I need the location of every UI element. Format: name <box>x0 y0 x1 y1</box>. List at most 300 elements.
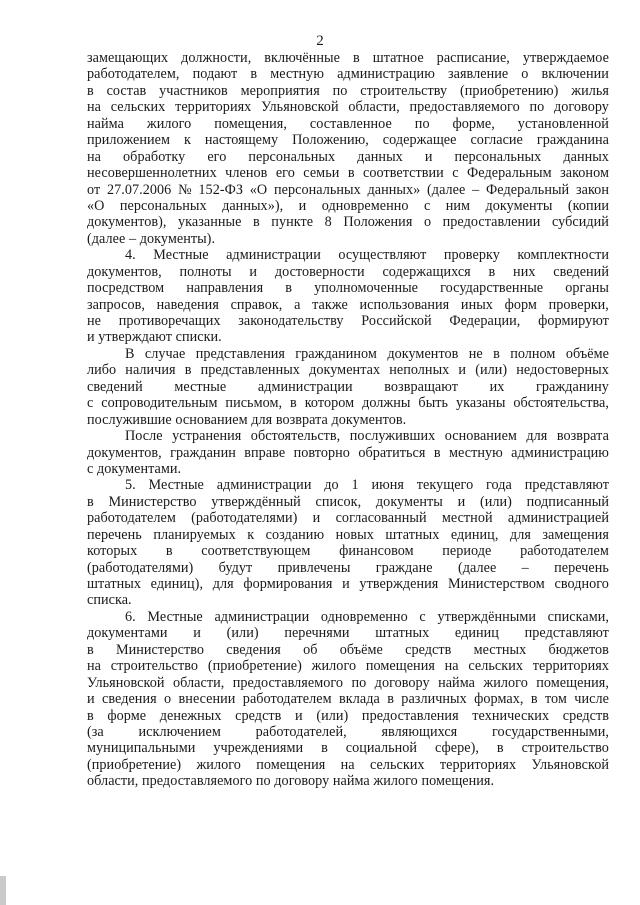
word: содержащее <box>382 132 457 149</box>
word: Федерации, <box>449 313 521 329</box>
word: предоставляемого <box>141 773 253 790</box>
word: работодателей, <box>255 723 347 740</box>
word: «О <box>87 197 105 214</box>
text-line <box>87 395 609 411</box>
word: законодательству <box>238 313 344 329</box>
word: сельских <box>110 99 166 116</box>
word: и <box>312 510 321 527</box>
word: 6. <box>125 608 136 625</box>
word: сведений <box>87 378 143 395</box>
word: (или) <box>316 707 349 724</box>
word: осуществляют <box>338 247 427 264</box>
text-line <box>87 99 609 115</box>
word: администрации <box>216 477 312 494</box>
word: законом <box>560 165 609 182</box>
word: привлечены <box>277 559 351 576</box>
word: жилого <box>196 756 241 773</box>
word: в <box>530 691 538 708</box>
word: администрацию <box>337 66 435 83</box>
word: граждане <box>375 559 433 576</box>
word: – <box>521 559 529 576</box>
word: них <box>513 263 536 280</box>
word: документами. <box>96 460 182 477</box>
word: о <box>164 691 172 708</box>
word: одновременно <box>320 608 408 625</box>
word: представленных <box>200 362 300 379</box>
word: Министерство <box>115 641 205 658</box>
text-line <box>87 642 609 658</box>
word: Министерство <box>108 493 197 510</box>
word: единиц, <box>450 526 499 543</box>
word: сводного <box>554 576 609 592</box>
word: членов <box>225 165 268 182</box>
word: согласованный <box>335 510 427 527</box>
text-line <box>87 477 609 493</box>
word: июня <box>371 477 404 494</box>
word: гражданину <box>536 378 609 395</box>
word: их <box>489 378 505 395</box>
word: и <box>249 263 258 280</box>
text-line <box>87 165 609 181</box>
text-line <box>87 773 609 789</box>
word: Российской <box>361 313 432 329</box>
word: согласие <box>470 132 523 149</box>
text-line <box>87 428 609 444</box>
word: возвращают <box>384 378 458 395</box>
word: единиц <box>454 625 499 642</box>
word: обратиться <box>358 444 426 461</box>
text-line <box>87 116 609 132</box>
text-line <box>87 757 609 773</box>
word: также <box>312 296 348 313</box>
word: включённые <box>264 50 340 66</box>
word: средств <box>405 641 452 658</box>
word: года <box>486 477 512 494</box>
word: послуживших <box>349 428 436 445</box>
text-line <box>87 182 609 198</box>
word: его <box>207 148 227 165</box>
word: жилого <box>483 674 528 691</box>
word: в <box>488 263 496 280</box>
word: с <box>87 395 94 412</box>
word: о <box>423 214 432 231</box>
text-line <box>87 50 609 66</box>
word: подают <box>192 66 238 83</box>
word: в <box>493 345 500 362</box>
word: использования <box>359 296 450 313</box>
text-line <box>87 461 609 477</box>
word: полном <box>510 345 556 362</box>
word: послужившие <box>87 411 172 428</box>
word: представляют <box>524 477 609 494</box>
word: «О <box>249 181 268 198</box>
word: (или) <box>479 493 512 510</box>
word: денежных <box>159 707 222 724</box>
word: замещающих <box>87 50 169 66</box>
word: уполномоченные <box>314 280 419 297</box>
word: в <box>184 362 192 379</box>
word: указанные <box>178 214 242 231</box>
word: – <box>128 230 137 247</box>
word: помещения, <box>214 115 287 132</box>
word: по <box>414 115 430 132</box>
word: местной <box>441 510 493 527</box>
word: участников <box>159 82 228 99</box>
word: документов. <box>331 411 407 428</box>
word: по <box>255 773 271 790</box>
word: созданию <box>265 526 325 543</box>
word: заявление <box>447 66 509 83</box>
word: противоречащих <box>118 313 221 329</box>
word: и <box>457 493 466 510</box>
word: объёме <box>565 345 609 362</box>
word: (или) <box>226 625 259 642</box>
word: форме <box>107 707 147 724</box>
word: (за <box>87 723 104 740</box>
word: в <box>250 66 258 83</box>
word: данных»), <box>222 197 284 214</box>
word: местную <box>270 66 324 83</box>
word: учреждениями <box>213 740 304 757</box>
word: внесении <box>178 691 236 708</box>
text-line <box>87 346 609 362</box>
word: строительству <box>360 82 448 99</box>
word: данных <box>357 148 403 165</box>
word: найма <box>87 115 124 132</box>
word: посредством <box>87 280 165 297</box>
word: договору <box>274 773 330 790</box>
text-line <box>87 576 609 592</box>
word: замещения <box>542 526 609 543</box>
word: на <box>87 99 101 116</box>
word: составленное <box>309 115 392 132</box>
word: перечнями <box>284 625 350 642</box>
word: области, <box>348 99 400 116</box>
text-line <box>87 609 609 625</box>
word: иных <box>460 296 493 313</box>
word: запросов, <box>87 296 145 313</box>
word: не <box>87 313 101 329</box>
word: данных» <box>367 181 421 198</box>
text-line <box>87 724 609 740</box>
word: в <box>87 493 94 510</box>
text-line <box>87 297 609 313</box>
word: формах, <box>474 691 524 708</box>
word: будут <box>218 559 253 576</box>
word: сведения <box>102 691 157 708</box>
word: представляют <box>524 625 609 642</box>
word: проверки, <box>548 296 609 313</box>
word: перечень <box>87 526 142 543</box>
word: в <box>290 395 297 412</box>
word: основанием <box>444 428 517 445</box>
text-line <box>87 83 609 99</box>
word: найма <box>438 674 475 691</box>
word: работодателем, <box>87 66 180 83</box>
word: гражданин <box>170 444 236 461</box>
word: пункте <box>271 214 314 231</box>
word: штатное <box>372 50 424 66</box>
word: (приобретению) <box>460 82 559 99</box>
word: (далее <box>87 230 126 247</box>
word: сведений <box>553 263 609 280</box>
word: в <box>352 50 360 66</box>
word: об <box>303 641 318 658</box>
word: Положению, <box>292 132 369 149</box>
word: вклада <box>339 691 380 708</box>
word: подписанный <box>526 493 609 510</box>
text-line <box>87 313 609 329</box>
word: одновременно <box>321 197 409 214</box>
word: Ульяновской <box>531 756 609 773</box>
word: в <box>165 543 173 560</box>
word: новых <box>335 526 374 543</box>
word: справок, <box>230 296 283 313</box>
text-line <box>87 214 609 230</box>
document-body <box>87 50 609 790</box>
word: на <box>444 658 459 675</box>
word: гражданином <box>295 345 377 362</box>
word: текущего <box>416 477 474 494</box>
word: персональных <box>248 148 336 165</box>
word: документы <box>485 197 553 214</box>
word: сельских <box>468 658 523 675</box>
word: формирования <box>243 576 333 592</box>
word: № <box>178 181 192 198</box>
word: обстоятельств, <box>250 428 341 445</box>
text-line <box>87 592 609 608</box>
word: в <box>496 740 504 757</box>
word: различных <box>401 691 467 708</box>
word: вправе <box>244 444 286 461</box>
word: гражданина <box>536 132 609 149</box>
word: Федеральный <box>486 181 570 198</box>
word: по <box>529 99 545 116</box>
word: 27.07.2006 <box>106 181 172 198</box>
word: в <box>347 165 355 182</box>
word: утверждают <box>98 329 172 346</box>
word: утверждаемое <box>522 50 609 66</box>
word: персональных <box>273 181 361 198</box>
word: 152-ФЗ <box>198 181 244 198</box>
word: на <box>87 148 101 165</box>
word: списками, <box>547 608 609 625</box>
word: обстоятельства, <box>513 395 609 412</box>
word: Местные <box>153 247 209 264</box>
word: наличия <box>125 362 176 379</box>
word: данных <box>563 148 609 165</box>
word: (копии <box>567 197 609 214</box>
word: к <box>183 132 191 149</box>
text-line <box>87 412 609 428</box>
word: ним <box>445 197 471 214</box>
word: формируют <box>538 313 609 329</box>
word: быть <box>418 395 449 412</box>
word: до <box>324 477 339 494</box>
word: котором <box>304 395 355 412</box>
word: штатных <box>385 526 440 543</box>
word: Местные <box>148 477 204 494</box>
word: расписание, <box>436 50 510 66</box>
word: (приобретение) <box>207 658 302 675</box>
word: для <box>509 526 531 543</box>
word: территориях <box>175 99 252 116</box>
word: список, <box>315 493 362 510</box>
word: строительство <box>110 658 199 675</box>
text-line <box>87 362 609 378</box>
word: области, <box>172 674 225 691</box>
word: государственные <box>440 280 544 297</box>
text-line <box>87 149 609 165</box>
word: 8 <box>324 214 332 231</box>
word: (работодателями) <box>87 559 194 576</box>
text-line <box>87 510 609 526</box>
word: которых <box>87 543 138 560</box>
word: договору <box>374 674 430 691</box>
word: по <box>351 674 367 691</box>
word: указаны <box>455 395 506 412</box>
word: найма <box>332 773 370 790</box>
word: 5. <box>125 477 136 494</box>
word: комплектности <box>517 247 609 264</box>
word: настоящему <box>204 132 279 149</box>
word: и <box>193 625 201 642</box>
word: помещения <box>365 658 435 675</box>
word: исключением <box>138 723 221 740</box>
word: сведения <box>226 641 281 658</box>
word: единиц), <box>150 576 204 592</box>
word: администрации <box>214 608 310 625</box>
word: для <box>251 411 273 428</box>
word: Министерством <box>447 576 545 592</box>
word: 4. <box>125 247 136 264</box>
word: мероприятия <box>240 82 320 99</box>
word: помещения <box>256 756 326 773</box>
text-line <box>87 708 609 724</box>
word: и <box>342 576 350 592</box>
text-line <box>87 198 609 214</box>
word: органы <box>565 280 609 297</box>
word: сельских <box>369 756 425 773</box>
word: повторно <box>293 444 350 461</box>
word: соответствии <box>363 165 444 182</box>
word: После <box>125 428 163 445</box>
word: содержащихся <box>382 263 471 280</box>
word: 1 <box>351 477 359 494</box>
word: утверждёнными <box>437 608 536 625</box>
text-line <box>87 66 609 82</box>
word: и <box>424 148 433 165</box>
word: финансовом <box>339 543 414 560</box>
word: и <box>458 362 467 379</box>
text-line <box>87 675 609 691</box>
word: сфере), <box>435 740 479 757</box>
word: строительство <box>521 740 609 757</box>
word: предоставлении <box>442 214 541 231</box>
text-line <box>87 658 609 674</box>
word: местных <box>473 641 527 658</box>
word: форм <box>504 296 537 313</box>
word: установленной <box>517 115 609 132</box>
word: персональных <box>454 148 542 165</box>
word: работодателем <box>242 691 332 708</box>
word: планируемых <box>153 526 236 543</box>
word: работодателем <box>520 543 609 560</box>
word: штатных <box>87 576 141 592</box>
word: местную <box>449 444 503 461</box>
word: полноты <box>179 263 232 280</box>
text-line <box>87 280 609 296</box>
word: достоверности <box>274 263 365 280</box>
word: состав <box>106 82 147 99</box>
word: и <box>295 707 303 724</box>
word: (или) <box>475 362 508 379</box>
word: социальной <box>345 740 418 757</box>
word: документы <box>375 493 443 510</box>
word: документах <box>309 362 381 379</box>
text-line <box>87 247 609 263</box>
word: технических <box>472 707 550 724</box>
word: письмом, <box>225 395 283 412</box>
word: на <box>340 756 355 773</box>
word: утверждённый <box>211 493 301 510</box>
word: с <box>87 460 94 477</box>
word: – <box>472 181 480 198</box>
word: с <box>423 197 431 214</box>
text-line <box>87 132 609 148</box>
word: предоставления <box>361 707 459 724</box>
word: должны <box>362 395 411 412</box>
word: неполных <box>389 362 450 379</box>
word: жилья <box>571 82 609 99</box>
word: сопроводительным <box>101 395 218 412</box>
word: в <box>253 214 260 231</box>
word: обработку <box>123 148 186 165</box>
word: с <box>419 608 426 625</box>
word: (приобретение) <box>87 756 182 773</box>
word: в <box>387 691 394 708</box>
word: документы). <box>139 230 216 247</box>
word: документами <box>87 625 168 642</box>
word: том <box>544 691 567 708</box>
word: утверждения <box>359 576 439 592</box>
word: документов), <box>87 214 167 231</box>
word: жилого <box>146 115 192 132</box>
word: периоде <box>442 543 492 560</box>
word: государственными, <box>492 723 609 740</box>
word: и <box>87 329 95 346</box>
word: территориях <box>532 658 609 675</box>
word: предоставляемого <box>232 674 344 691</box>
text-line <box>87 445 609 461</box>
scan-edge-mark <box>0 876 6 905</box>
text-line <box>87 691 609 707</box>
word: персональных <box>119 197 207 214</box>
word: о <box>521 66 529 83</box>
word: работодателем <box>87 510 176 527</box>
word: в <box>433 444 441 461</box>
text-line <box>87 264 609 280</box>
word: средств <box>235 707 282 724</box>
word: области, <box>87 773 139 790</box>
word: администрацию <box>511 444 609 461</box>
word: недостоверных <box>516 362 609 379</box>
text-line <box>87 740 609 756</box>
word: с <box>452 165 459 182</box>
word: по <box>332 82 348 99</box>
word: (работодателями) <box>191 510 298 527</box>
word: штатных <box>375 625 430 642</box>
